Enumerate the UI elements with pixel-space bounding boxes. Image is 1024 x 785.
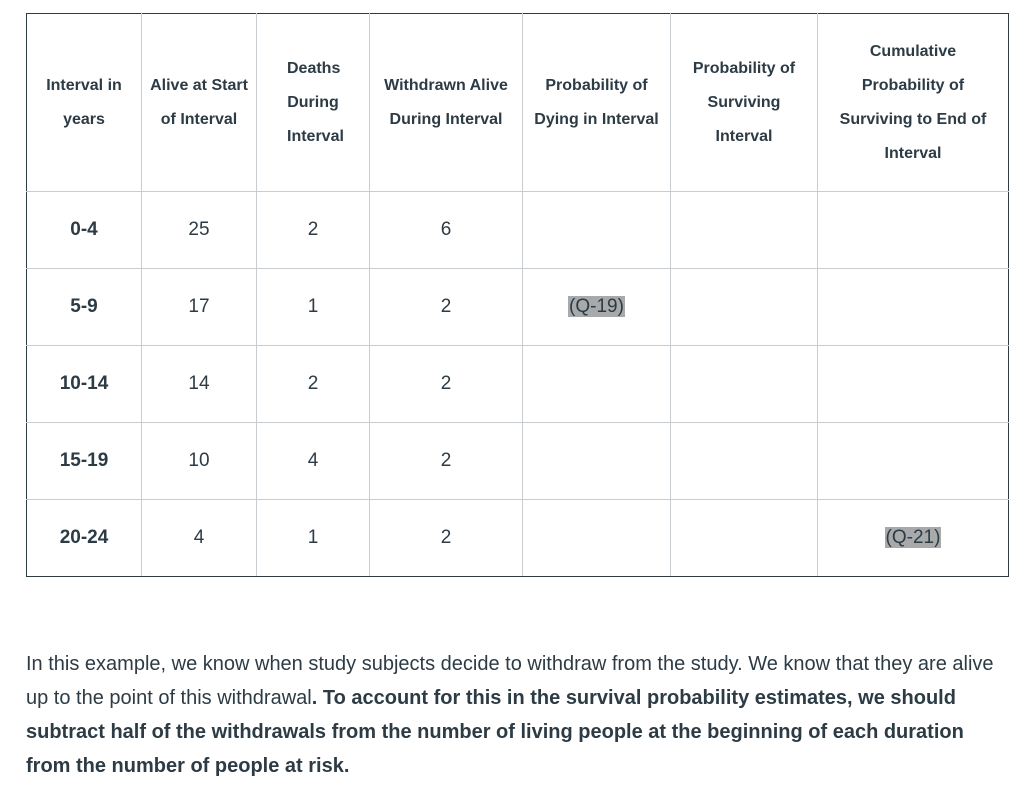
cell-deaths: 1: [257, 500, 370, 577]
cell-cumulative: [818, 269, 1009, 346]
header-alive-at-start: Alive at Start of Interval: [142, 14, 257, 192]
life-table: [26, 13, 1009, 577]
cell-prob-surviving: [671, 423, 818, 500]
header-interval: Interval in years: [27, 14, 142, 192]
cell-prob-dying: [523, 423, 671, 500]
header-withdrawn: Withdrawn Alive During Interval: [370, 14, 523, 192]
cell-prob-surviving: [671, 346, 818, 423]
cell-prob-dying: [523, 346, 671, 423]
cell-alive: 14: [142, 346, 257, 423]
cell-withdrawn: 6: [370, 192, 523, 269]
cell-cumulative: [818, 500, 1009, 577]
cell-deaths: 2: [257, 346, 370, 423]
cell-prob-surviving: [671, 500, 818, 577]
cell-cumulative: [818, 423, 1009, 500]
cell-withdrawn: 2: [370, 500, 523, 577]
cell-alive: 17: [142, 269, 257, 346]
cell-deaths: 2: [257, 192, 370, 269]
question-marker-q21: (Q-21): [885, 527, 941, 548]
cell-prob-dying: [523, 192, 671, 269]
table-row: [27, 423, 1009, 500]
cell-deaths: 1: [257, 269, 370, 346]
table-row: [27, 269, 1009, 346]
explanation-text: In this example, we know when study subjects decide to withdraw from the study. We know that they are alive up to the point of this withdrawal: [26, 653, 994, 709]
explanation-period: .: [311, 687, 318, 709]
explanation-paragraph: [26, 647, 1001, 783]
cell-deaths: 4: [257, 423, 370, 500]
cell-interval: 15-19: [27, 423, 142, 500]
header-deaths: Deaths During Interval: [257, 14, 370, 192]
explanation-bold-text: To account for this in the survival probability estimates, we should subtract half of the withdrawals from the number of living people at the beginning of each duration from the number of people at risk.: [26, 687, 964, 777]
cell-prob-dying: [523, 500, 671, 577]
question-marker-q19: (Q-19): [569, 296, 624, 317]
cell-withdrawn: 2: [370, 423, 523, 500]
cell-withdrawn: 2: [370, 269, 523, 346]
cell-interval: 5-9: [27, 269, 142, 346]
cell-interval: 10-14: [27, 346, 142, 423]
header-prob-dying: Probability of Dying in Interval: [523, 14, 671, 192]
cell-prob-dying: [523, 269, 671, 346]
cell-cumulative: [818, 192, 1009, 269]
table-row: [27, 500, 1009, 577]
cell-alive: 10: [142, 423, 257, 500]
cell-interval: 20-24: [27, 500, 142, 577]
table-header-row: [27, 14, 1009, 192]
cell-alive: 4: [142, 500, 257, 577]
cell-interval: 0-4: [27, 192, 142, 269]
cell-prob-surviving: [671, 269, 818, 346]
cell-withdrawn: 2: [370, 346, 523, 423]
table-row: [27, 192, 1009, 269]
header-cumulative-prob: Cumulative Probability of Surviving to End of Interval: [818, 14, 1009, 192]
cell-prob-surviving: [671, 192, 818, 269]
table-row: [27, 346, 1009, 423]
header-prob-surviving: Probability of Surviving Interval: [671, 14, 818, 192]
cell-cumulative: [818, 346, 1009, 423]
cell-alive: 25: [142, 192, 257, 269]
